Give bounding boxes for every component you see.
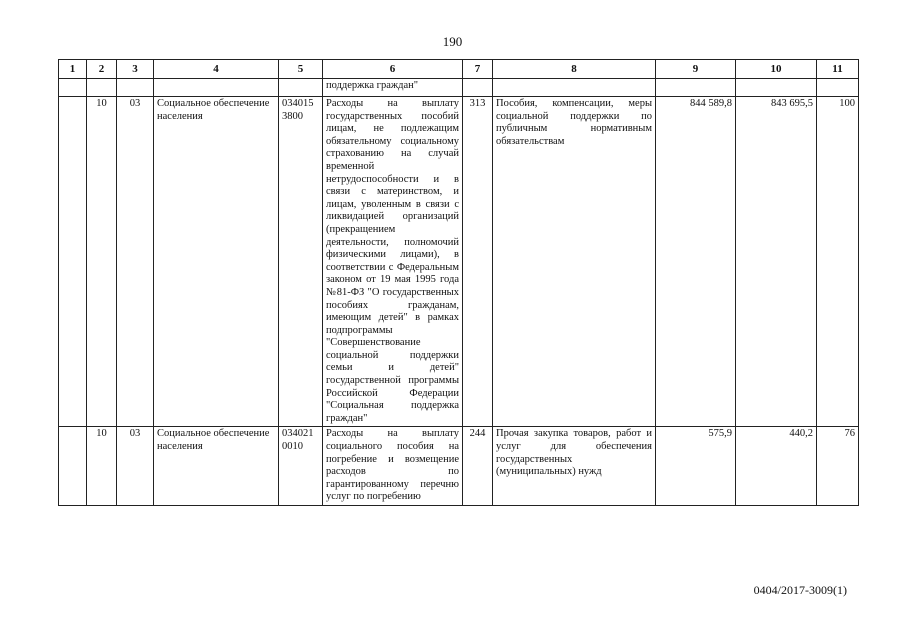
header-cell: 10 bbox=[736, 60, 817, 79]
target-article-code: 034015 3800 bbox=[279, 97, 323, 427]
table-row bbox=[59, 427, 859, 506]
header-cell: 11 bbox=[817, 60, 859, 79]
header-cell: 3 bbox=[117, 60, 154, 79]
header-cell: 2 bbox=[87, 60, 117, 79]
target-article-code: 034021 0010 bbox=[279, 427, 323, 506]
amount-executed: 440,2 bbox=[736, 427, 817, 506]
header-cell: 4 bbox=[154, 60, 279, 79]
target-article-name: Расходы на выплату государственных пособий лицам, не подлежащим обязательному социальному страхованию на случай временной нетрудоспособности и в связи с материнством, и лицам, уволенным в связи с ликвидацией организаций (прекращением деятельности, полномочий физическими лицами), в соответствии с Федеральным законом от 19 мая 1995 года №81-ФЗ "О государственных пособиях гражданам, имеющим детей" в рамках подпрограммы "Совершенствование социальной поддержки семьи и детей" государственной программы Российской Федерации "Социальная поддержка граждан" bbox=[323, 97, 463, 427]
expense-type-code: 313 bbox=[463, 97, 493, 427]
target-article-name: Расходы на выплату социального пособия на погребение и возмещение расходов по гарантированному перечню услуг по погребению bbox=[323, 427, 463, 506]
continuation-text: поддержка граждан" bbox=[323, 79, 463, 97]
continuation-row bbox=[59, 79, 859, 97]
header-cell: 8 bbox=[493, 60, 656, 79]
header-row bbox=[59, 60, 859, 79]
header-cell: 9 bbox=[656, 60, 736, 79]
subsection-code: 03 bbox=[117, 427, 154, 506]
header-cell: 1 bbox=[59, 60, 87, 79]
expense-type-name: Прочая закупка товаров, работ и услуг для обеспечения государственных (муниципальных) нужд bbox=[493, 427, 656, 506]
page-number: 190 bbox=[442, 34, 463, 49]
budget-table bbox=[58, 59, 859, 506]
expense-type-name: Пособия, компенсации, меры социальной поддержки по публичным нормативным обязательствам bbox=[493, 97, 656, 427]
subsection-name: Социальное обеспечение населения bbox=[154, 97, 279, 427]
section-code: 10 bbox=[87, 97, 117, 427]
subsection-code: 03 bbox=[117, 97, 154, 427]
document-code: 0404/2017-3009(1) bbox=[753, 583, 847, 597]
header-cell: 5 bbox=[279, 60, 323, 79]
subsection-name: Социальное обеспечение населения bbox=[154, 427, 279, 506]
table-row bbox=[59, 97, 859, 427]
execution-percent: 100 bbox=[817, 97, 859, 427]
amount-executed: 843 695,5 bbox=[736, 97, 817, 427]
amount-planned: 575,9 bbox=[656, 427, 736, 506]
section-code: 10 bbox=[87, 427, 117, 506]
amount-planned: 844 589,8 bbox=[656, 97, 736, 427]
expense-type-code: 244 bbox=[463, 427, 493, 506]
header-cell: 7 bbox=[463, 60, 493, 79]
header-cell: 6 bbox=[323, 60, 463, 79]
execution-percent: 76 bbox=[817, 427, 859, 506]
